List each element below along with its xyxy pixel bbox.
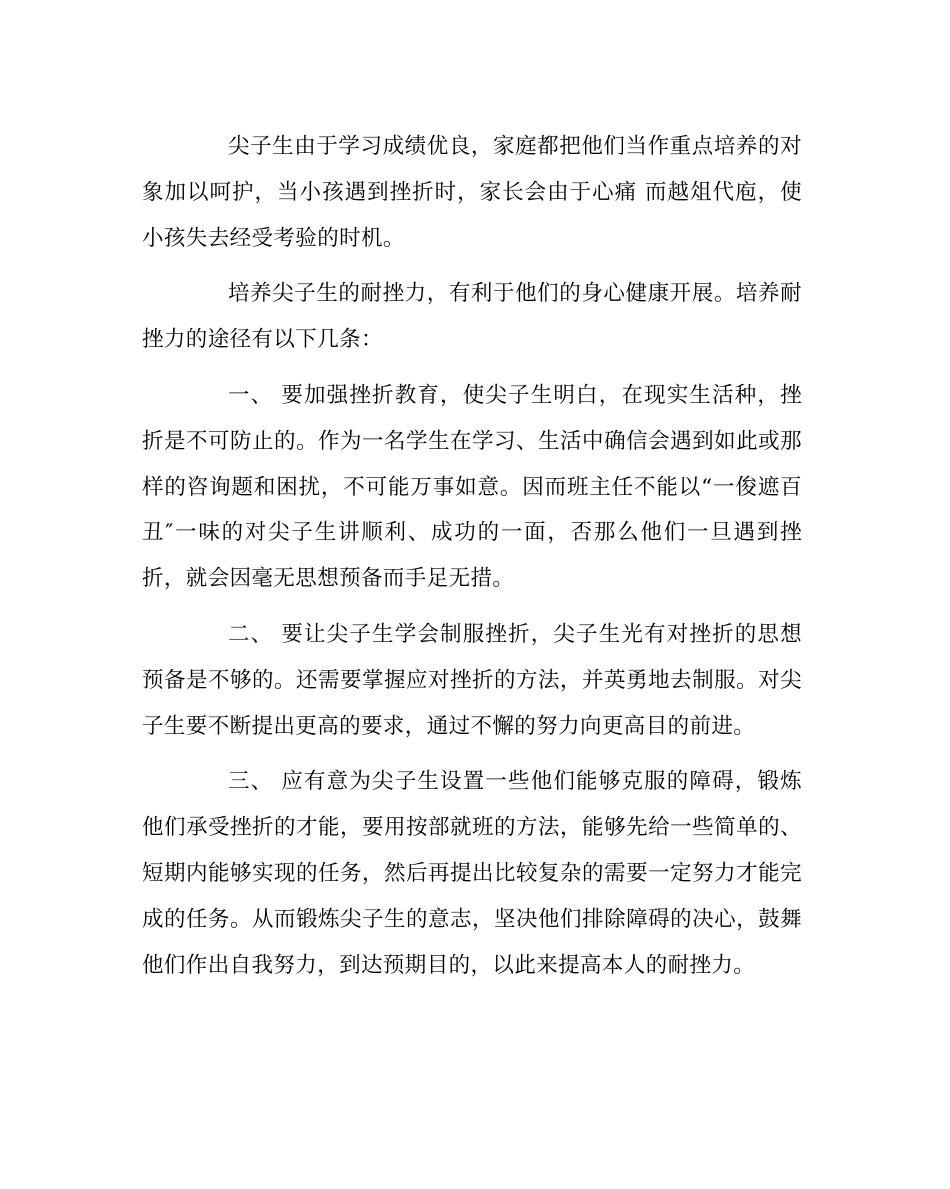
paragraph-point-three: 三、 应有意为尖子生设置一些他们能够克服的障碍，锻炼他们承受挫折的才能，要用按部就班的方法，能够先给一些简单的、短期内能够实现的任务，然后再提出比较复杂的需要一定努力才能完成的任务。从而锻炼尖子生的意志，坚决他们排除障碍的决心，鼓舞他们作出自我努力，到达预期目的，以此来提高本人的耐挫力。 [142, 769, 802, 978]
paragraph-point-one: 一、 要加强挫折教育，使尖子生明白，在现实生活种，挫折是不可防止的。作为一名学生在学习、生活中确信会遇到如此或那样的咨询题和困扰，不可能万事如意。因而班主任不能以“一俊遮百丑″一味的对尖子生讲顺利、成功的一面，否那么他们一旦遇到挫折，就会因毫无思想预备而手足无措。 [142, 382, 802, 592]
document-body [142, 124, 802, 998]
paragraph-point-two: 二、 要让尖子生学会制服挫折，尖子生光有对挫折的思想预备是不够的。还需要掌握应对挫折的方法，并英勇地去制服。对尖子生要不断提出更高的要求，通过不懈的努力向更高目的前进。 [142, 621, 802, 739]
paragraph-intro: 尖子生由于学习成绩优良，家庭都把他们当作重点培养的对象加以呵护，当小孩遇到挫折时，家长会由于心痛 而越俎代庖，使小孩失去经受考验的时机。 [142, 134, 802, 251]
paragraph-purpose: 培养尖子生的耐挫力，有利于他们的身心健康开展。培养耐挫力的途径有以下几条： [142, 281, 802, 353]
